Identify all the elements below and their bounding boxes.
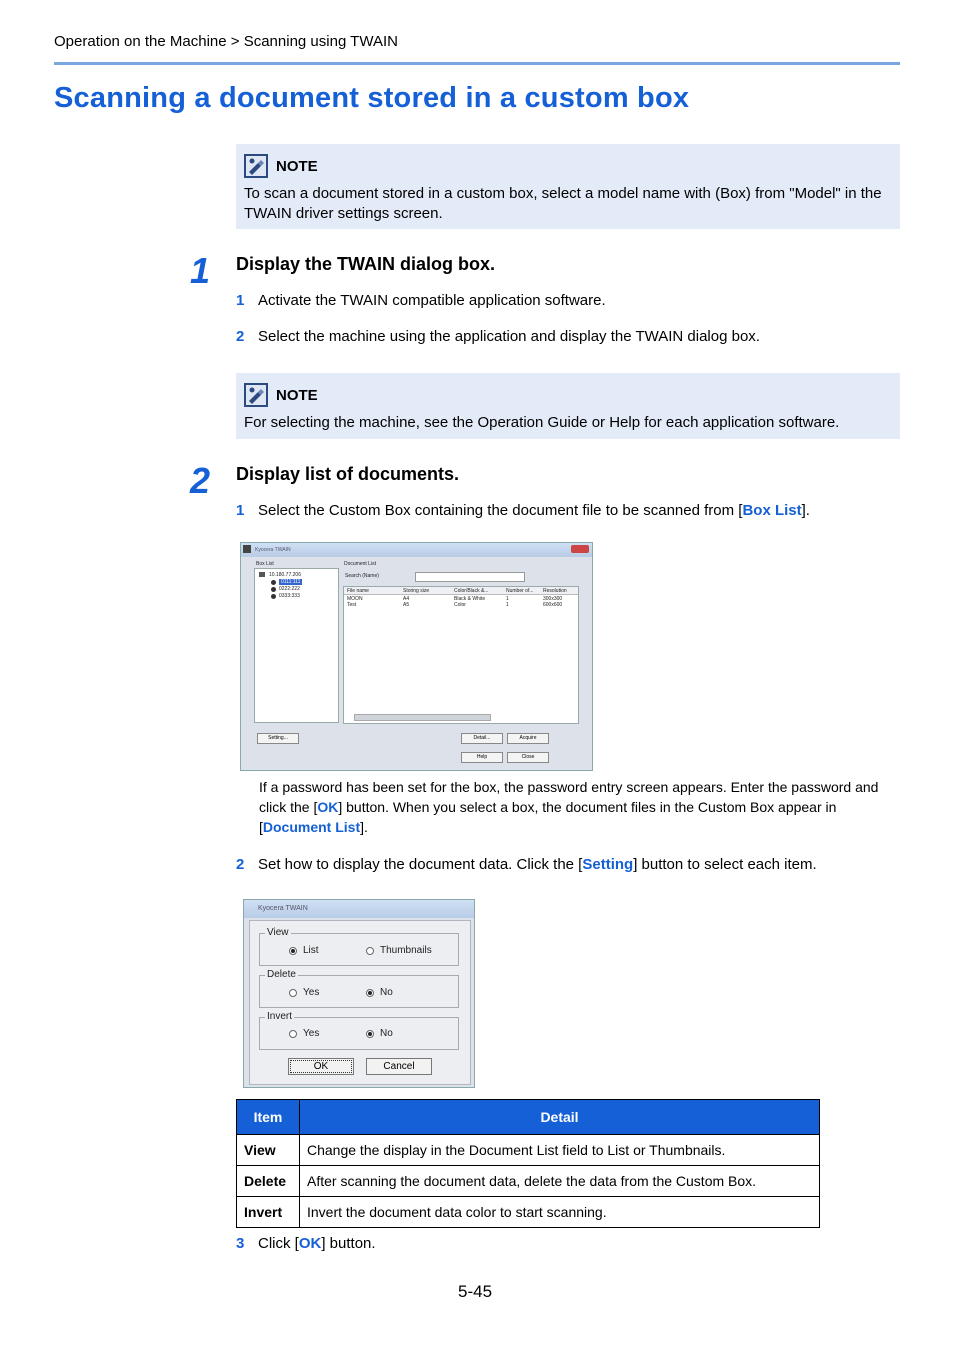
sub-step-number: 3 [236,1235,245,1252]
sub-step-text-end: ] button to select each item. [633,856,817,873]
box-icon [271,580,276,585]
step-title: Display the TWAIN dialog box. [236,254,496,274]
box-list-label: Box List [256,561,274,567]
step-number: 1 [190,250,211,291]
tree-item: 10.180.77.206 [269,572,301,578]
ok-button: OK [288,1058,354,1075]
table-detail-cell: After scanning the document data, delete the data from the Custom Box. [300,1166,820,1197]
paragraph-text: ]. [360,819,368,835]
invert-no-label: No [380,1028,393,1039]
table-header: Item [237,1100,300,1135]
view-label: View [267,927,289,938]
note-icon [244,383,268,407]
sub-step [236,1235,376,1252]
table-cell: 1 [506,596,509,602]
delete-yes-radio [289,989,297,997]
computer-icon [259,572,265,577]
view-thumbnails-label: Thumbnails [380,945,432,956]
sub-step-number: 1 [236,292,245,309]
setting-dialog-screenshot [243,899,475,1088]
note-icon [244,154,268,178]
search-label: Search (Name) [345,573,379,579]
header-rule [54,62,900,65]
help-button: Help [461,752,503,763]
cancel-button: Cancel [366,1058,432,1075]
delete-no-label: No [380,987,393,998]
tree-item: 0222:222 [279,586,300,592]
column-header: Storing size [403,588,430,594]
box-list-panel [254,568,339,723]
step-number: 2 [190,460,211,501]
table-item-cell: Delete [237,1166,300,1197]
breadcrumb: Operation on the Machine > Scanning using TWAIN [54,33,398,50]
table-cell: 600x600 [543,602,563,608]
close-button: Close [507,752,549,763]
note-label: NOTE [276,386,318,404]
detail-button: Detail... [461,733,503,744]
box-icon [271,587,276,592]
note-box [236,144,900,229]
dialog-title: Kyocera TWAIN [241,543,592,557]
twain-dialog-screenshot [240,542,593,771]
paragraph-text: ] button. When you select a box, the document files in the Custom Box appear in [ [259,799,837,835]
view-list-label: List [303,945,319,956]
document-list-label: Document List [344,561,376,567]
table-cell: 1 [506,602,509,608]
column-header: Number of... [506,588,534,594]
table-cell: A4 [403,596,410,602]
sub-step-text: Set how to display the document data. Click the [ [258,856,583,873]
table-cell: 300x300 [543,596,563,602]
step-title: Display list of documents. [236,464,460,484]
sub-step-text: Select the Custom Box containing the document file to be scanned from [ [258,502,743,519]
dialog-title: Kyocera TWAIN [244,900,474,918]
delete-no-radio [366,989,374,997]
table-detail-cell: Invert the document data color to start scanning. [300,1197,820,1228]
sub-step-number: 2 [236,856,245,873]
ui-reference-setting: Setting [582,856,634,873]
tree-item-selected: 0111:111 [281,579,301,585]
table-item-cell: Invert [237,1197,300,1228]
table-cell: A5 [403,602,410,608]
settings-table [236,1099,820,1228]
sub-step [236,856,817,873]
note-text: For selecting the machine, see the Operation Guide or Help for each application software. [244,414,840,431]
view-thumbnails-radio [366,947,374,955]
table-header: Detail [300,1100,820,1135]
sub-step-number: 2 [236,328,245,345]
search-input [415,572,525,582]
table-header-row [237,1100,820,1135]
app-icon [243,545,251,553]
close-icon [571,545,589,553]
note-label: NOTE [276,157,318,175]
sub-step [236,328,760,345]
invert-yes-label: Yes [303,1028,320,1039]
note-text: To scan a document stored in a custom box, select a model name with (Box) from "Model" in the TWAIN driver settings screen. [244,185,882,222]
invert-no-radio [366,1030,374,1038]
scrollbar [354,714,491,721]
ui-reference-ok: OK [317,799,339,815]
column-header: Resolution [543,588,567,594]
document-list-panel [343,586,579,724]
password-paragraph [259,777,901,837]
sub-step-text-end: ] button. [321,1235,376,1252]
delete-yes-label: Yes [303,987,320,998]
sub-step-text: Activate the TWAIN compatible application software. [258,292,606,309]
table-row [237,1166,820,1197]
sub-step [236,502,810,519]
sub-step-text: Select the machine using the application and display the TWAIN dialog box. [258,328,760,345]
paragraph-text: If a password has been set for the box, the password entry screen appears. Enter the password and click the [ [259,779,879,815]
ui-reference-ok: OK [298,1235,322,1252]
page-number: 5-45 [458,1282,493,1301]
setting-button: Setting... [257,733,299,744]
tree-item: 0333:333 [279,593,300,599]
sub-step-number: 1 [236,502,245,519]
table-row [237,1197,820,1228]
table-cell: MOON [347,596,363,602]
note-box [236,373,900,439]
view-list-radio [289,947,297,955]
column-header: Color/Black &... [454,588,489,594]
ui-reference-document-list: Document List [262,819,361,835]
table-detail-cell: Change the display in the Document List field to List or Thumbnails. [300,1135,820,1166]
table-row [237,1135,820,1166]
box-icon [271,594,276,599]
table-cell: Black & White [454,596,486,602]
delete-label: Delete [267,969,296,980]
column-header: File name [347,588,369,594]
sub-step-text: Click [ [258,1235,299,1252]
sub-step-text-end: ]. [801,502,810,519]
table-cell: Test [347,602,357,608]
invert-label: Invert [267,1011,293,1022]
acquire-button: Acquire [507,733,549,744]
sub-step [236,292,606,309]
ui-reference-box-list: Box List [742,502,802,519]
table-item-cell: View [237,1135,300,1166]
table-cell: Color [454,602,466,608]
invert-yes-radio [289,1030,297,1038]
page-title: Scanning a document stored in a custom box [54,82,690,114]
